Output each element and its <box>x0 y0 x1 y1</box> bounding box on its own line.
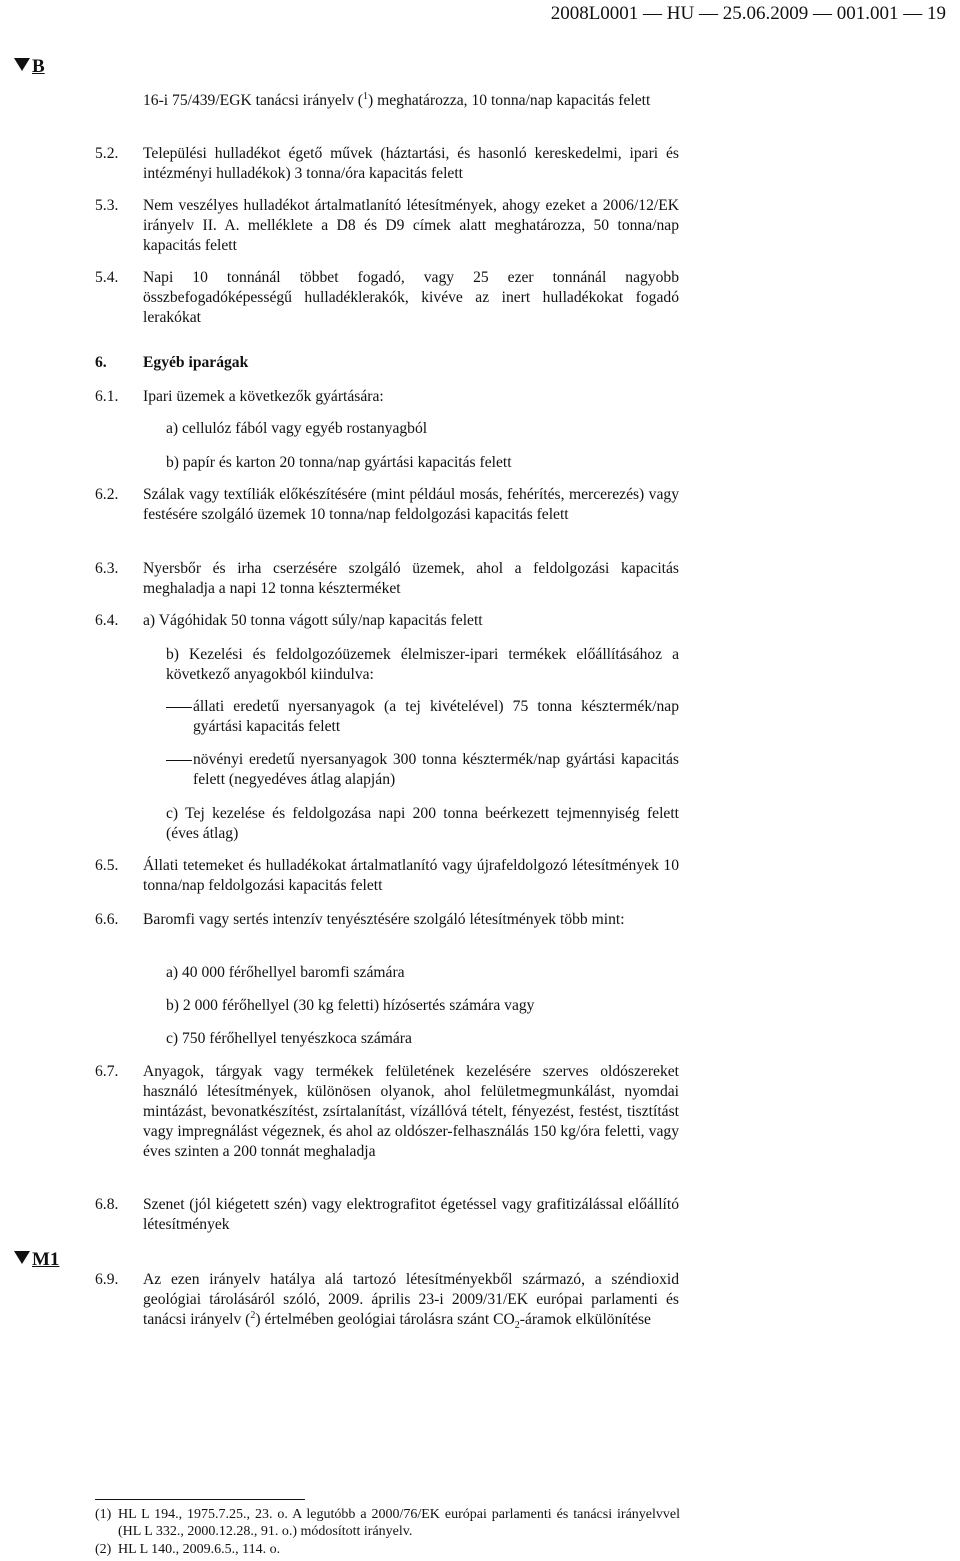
footnote-separator <box>95 1499 305 1500</box>
item-number: 6.2. <box>95 486 119 503</box>
item-text: Az ezen irányelv hatálya alá tartozó létesítményekből származó, a széndioxid geológiai tárolásáról szóló, 2009. április 23-i 2009/31/EK európai parlamenti és tanácsi irányelv ($^2$) értelmében geológiai tárolásra szánt $CO_2$-áramok elkülönítése <box>143 1271 679 1332</box>
item-text: Napi 10 tonnánál többet fogadó, vagy 25 ezer tonnánál nagyobb összbefogadóképességű hulladéklerakók, kivéve az inert hulladékokat fogadó lerakókat <box>143 269 679 326</box>
dash-item: növényi eredetű nyersanyagok 300 tonna késztermék/nap gyártási kapacitás felett (negyedéves átlag alapján) <box>193 751 679 788</box>
item-number: 6.5. <box>95 857 119 874</box>
amendment-marker-b <box>14 56 45 78</box>
sub-item: c) Tej kezelése és feldolgozása napi 200 tonna beérkezett tejmennyiség felett (éves átlag) <box>166 805 679 842</box>
item-text: Nyersbőr és irha cserzésére szolgáló üzemek, ahol a feldolgozási kapacitás meghaladja a napi 12 tonna készterméket <box>143 560 679 597</box>
item-text: Szálak vagy textíliák előkészítésére (mint például mosás, fehérítés, mercerezés) vagy festésére szolgáló üzemek 10 tonna/nap feldolgozási kapacitás felett <box>143 486 679 523</box>
item-text: Anyagok, tárgyak vagy termékek felületének kezelésére szerves oldószereket használó létesítmények, különösen olyanok, ahol felületmegmunkálást, nyomdai mintázást, bevonatkészítést, zsírtalanítást, vízállóvá tételt, fényezést, festést, tisztítást vagy impregnálást végeznek, és ahol az oldószer-felhasználás 150 kg/óra feletti, vagy éves szinten a 200 tonnát meghaladja <box>143 1063 679 1160</box>
dash-item: állati eredetű nyersanyagok (a tej kivételével) 75 tonna késztermék/nap gyártási kapacitás felett <box>193 698 679 735</box>
footnote-text: HL L 140., 2009.6.5., 114. o. <box>118 1542 281 1557</box>
sub-item: b) papír és karton 20 tonna/nap gyártási kapacitás felett <box>166 454 512 471</box>
footnote-ref: 2 <box>250 1309 256 1321</box>
sub-item: c) 750 férőhellyel tenyészkoca számára <box>166 1030 412 1047</box>
paragraph-continuation: 16-i 75/439/EGK tanácsi irányelv ($^1$) meghatározza, 10 tonna/nap kapacitás felett <box>143 90 651 109</box>
triangle-down-icon <box>14 58 30 71</box>
item-text: Ipari üzemek a következők gyártására: <box>143 388 384 405</box>
item-number: 6.4. <box>95 612 119 629</box>
item-number: 6.3. <box>95 560 119 577</box>
footnote-mark: (2) <box>95 1542 112 1557</box>
sub-item: b) Kezelési és feldolgozóüzemek élelmiszer-ipari termékek előállításához a következő anyagokból kiindulva: <box>166 646 679 683</box>
dash-bullet <box>166 707 192 708</box>
section-heading: Egyéb iparágak <box>143 354 249 371</box>
item-number: 6.9. <box>95 1271 119 1288</box>
item-text: Nem veszélyes hulladékot ártalmatlanító létesítmények, ahogy ezeket a 2006/12/EK irányelv II. A. melléklete a D8 és D9 címek alatt meghatározza, 50 tonna/nap kapacitás felett <box>143 197 679 254</box>
amendment-marker-m1 <box>14 1249 59 1271</box>
section-number: 6. <box>95 354 107 371</box>
item-number: 5.3. <box>95 197 119 214</box>
marker-code: B <box>32 56 45 77</box>
item-text: Baromfi vagy sertés intenzív tenyésztésére szolgáló létesítmények több mint: <box>143 911 625 928</box>
footnote-text: HL L 194., 1975.7.25., 23. o. A legutóbb a 2000/76/EK európai parlamenti és tanácsi irányelvvel (HL L 332., 2000.12.28., 91. o.) módosított irányelv. <box>118 1507 680 1539</box>
subscript: 2 <box>514 1320 520 1332</box>
dash-bullet <box>166 760 192 761</box>
item-number: 6.7. <box>95 1063 119 1080</box>
item-text: Szenet (jól kiégetett szén) vagy elektrografitot égetéssel vagy grafitizálással előállító létesítmények <box>143 1196 679 1233</box>
item-number: 6.1. <box>95 388 119 405</box>
item-number: 6.6. <box>95 911 119 928</box>
item-number: 6.8. <box>95 1196 119 1213</box>
marker-code: M1 <box>32 1249 60 1270</box>
footnote-ref: 1 <box>363 90 368 102</box>
item-text: Állati tetemeket és hulladékokat ártalmatlanító vagy újrafeldolgozó létesítmények 10 tonna/nap feldolgozási kapacitás felett <box>143 857 679 894</box>
footnote-mark: (1) <box>95 1507 112 1522</box>
sub-item: b) 2 000 férőhellyel (30 kg feletti) hízósertés számára vagy <box>166 997 535 1014</box>
item-text: Települési hulladékot égető művek (háztartási, és hasonló kereskedelmi, ipari és intézményi hulladékok) 3 tonna/óra kapacitás felett <box>143 145 679 182</box>
item-number: 5.4. <box>95 269 119 286</box>
sub-item: a) cellulóz fából vagy egyéb rostanyagból <box>166 420 428 437</box>
triangle-down-icon <box>14 1251 30 1264</box>
document-header: 2008L0001 — HU — 25.06.2009 — 001.001 — 19 <box>550 3 946 24</box>
sub-item: a) 40 000 férőhellyel baromfi számára <box>166 964 405 981</box>
item-number: 5.2. <box>95 145 119 162</box>
sub-item: a) Vágóhidak 50 tonna vágott súly/nap kapacitás felett <box>143 612 483 629</box>
